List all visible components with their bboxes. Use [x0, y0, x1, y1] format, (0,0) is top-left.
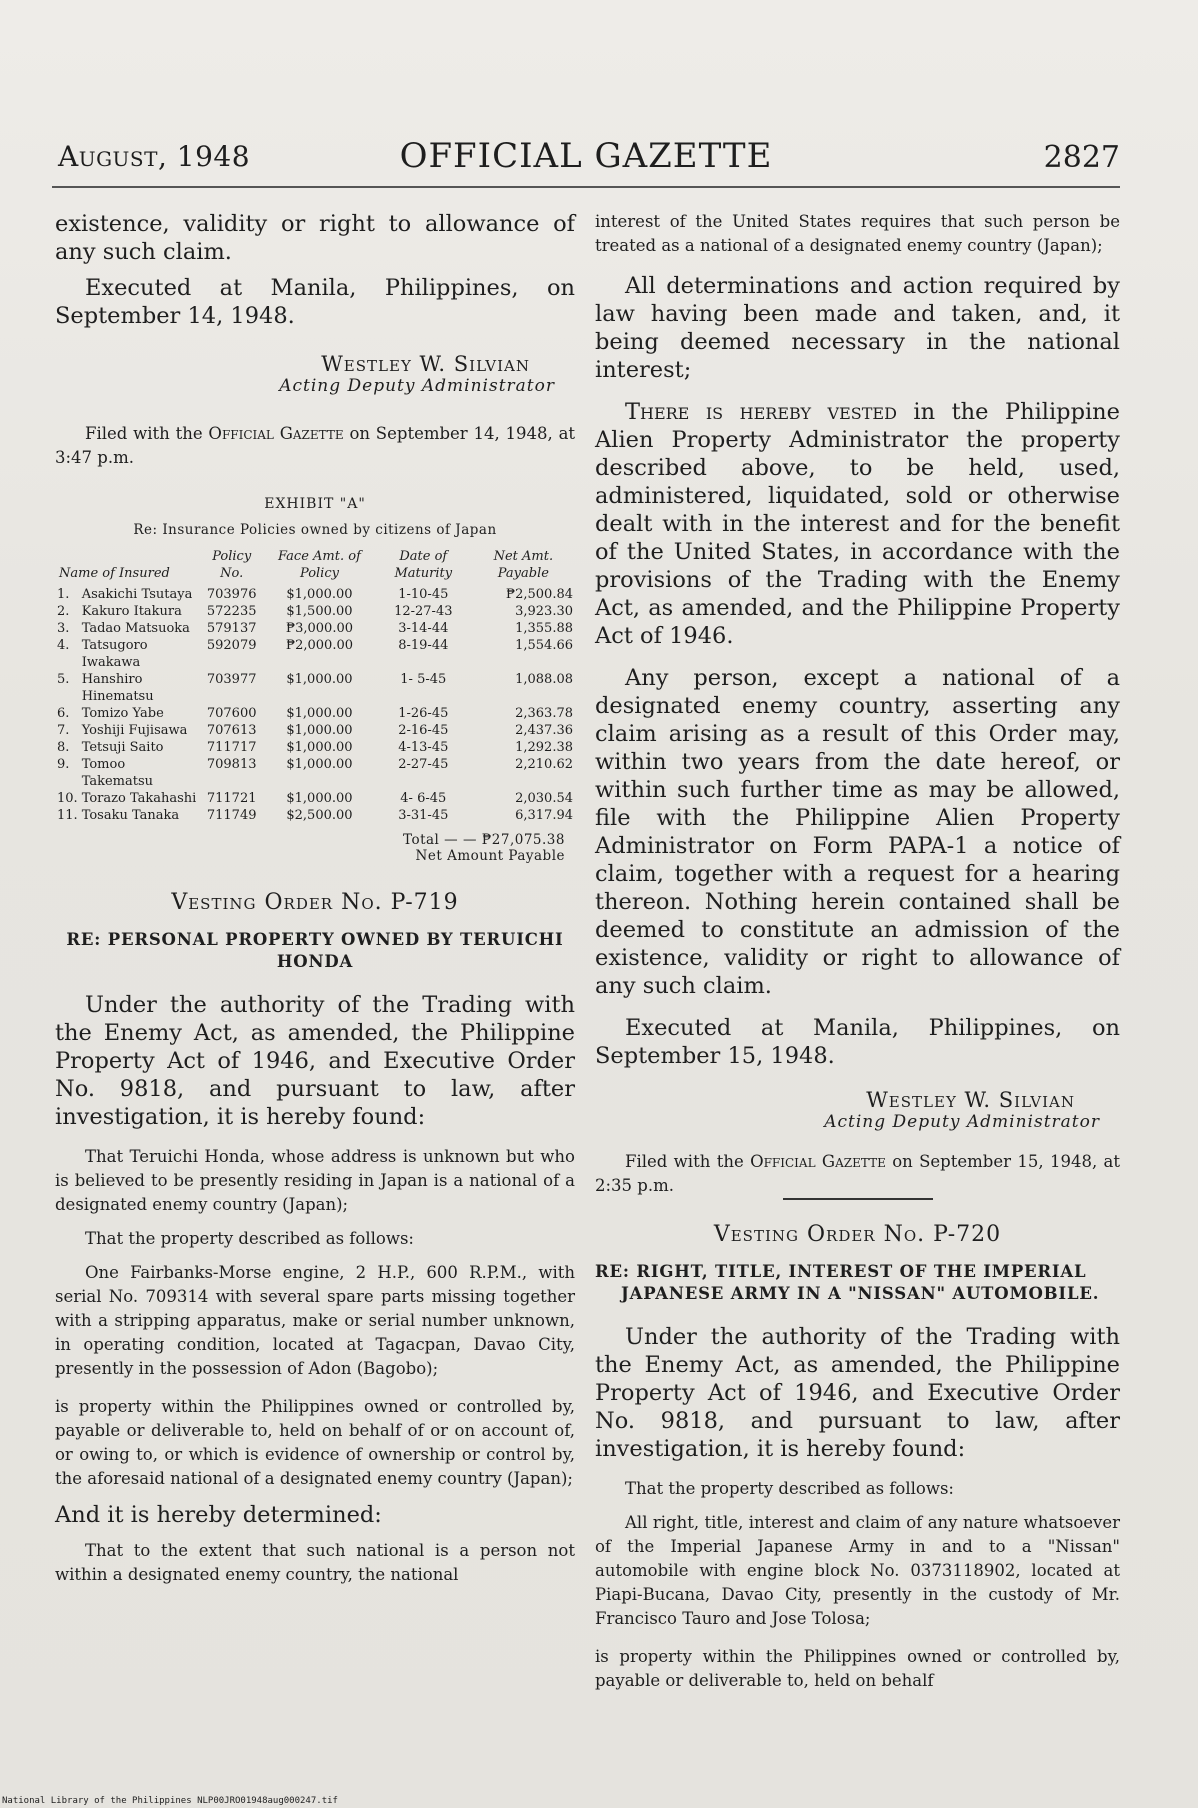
table-row	[55, 790, 575, 807]
table-row	[55, 722, 575, 739]
table-row	[55, 739, 575, 756]
vested-lead: There is hereby vested	[625, 399, 897, 425]
face-amount: $2,500.00	[286, 808, 353, 823]
left-paragraph-claim-end: existence, validity or right to allowance of any such claim.	[55, 211, 575, 265]
row-number: 4.	[57, 638, 70, 653]
maturity-date: 1-10-45	[398, 587, 449, 602]
net-amount: 2,030.54	[515, 791, 573, 806]
filed-prefix: Filed with the	[85, 424, 203, 443]
right-paragraph-nissan: All right, title, interest and claim of any nature whatsoever of the Imperial Japanese Army in and to a "Nissan" automobile with engine block No. 0373118902, located at Piapi-Bucana, Davao City, presently in the custody of Mr. Francisco Tauro and Jose Tolosa;	[595, 1513, 1120, 1628]
filed-suffix: on September 14, 1948, at 3:47 p.m.	[55, 424, 576, 467]
left-column	[55, 210, 575, 1587]
left-signature-block	[55, 352, 575, 396]
table-row	[55, 756, 575, 790]
filed-prefix: Filed with the	[625, 1152, 744, 1171]
table-row	[55, 620, 575, 637]
right-paragraph-interest: interest of the United States requires that such person be treated as a national of a designated enemy country (Japan);	[595, 212, 1120, 255]
face-amount: $1,000.00	[286, 672, 353, 687]
left-signature-title: Acting Deputy Administrator	[279, 376, 555, 396]
right-paragraph-property-described: That the property described as follows:	[625, 1479, 954, 1498]
insured-name: Kakuro Itakura	[81, 604, 182, 619]
right-paragraph-authority: Under the authority of the Trading with the Enemy Act, as amended, the Philippine Property Act of 1946, and Executive Order No. 9818, and pursuant to law, after investigation, it is hereby found:	[595, 1324, 1120, 1462]
left-paragraph-extent: That to the extent that such national is a person not within a designated enemy country, the national	[55, 1541, 575, 1584]
row-number: 3.	[57, 621, 70, 636]
net-amount: 3,923.30	[515, 604, 573, 619]
column-header-face-amount: Face Amt. of Policy	[278, 549, 361, 581]
policy-number: 711749	[206, 808, 257, 823]
right-paragraph-any-person: Any person, except a national of a designated enemy country, asserting any claim arising as a result of this Order may, within two years from the date hereof, or within such further time as may be allowed, file with the Philippine Alien Property Administrator on Form PAPA-1 a notice of claim, together with a request for a hearing thereon. Nothing herein contained shall be deemed to constitute an admission of the existence, validity or right to allowance of any such claim.	[595, 665, 1120, 999]
header-date: August, 1948	[58, 140, 251, 173]
left-paragraph-engine: One Fairbanks-Morse engine, 2 H.P., 600 R.P.M., with serial No. 709314 with several spare parts missing together with a stripping apparatus, make or serial number unknown, in operating condition, located at Tagacpan, Davao City, presently in the possession of Adon (Bagobo);	[55, 1263, 575, 1378]
face-amount: $1,000.00	[286, 740, 353, 755]
insured-name: Tetsuji Saito	[81, 740, 164, 755]
table-row	[55, 705, 575, 722]
table-row	[55, 807, 575, 824]
row-number: 2.	[57, 604, 70, 619]
left-paragraph-determined: And it is hereby determined:	[55, 1502, 382, 1528]
header-rule	[52, 186, 1120, 188]
table-header-row	[55, 548, 575, 586]
maturity-date: 3-31-45	[398, 808, 449, 823]
maturity-date: 12-27-43	[394, 604, 453, 619]
right-column	[595, 210, 1120, 1693]
table-row	[55, 603, 575, 620]
insured-name: Torazo Takahashi	[81, 791, 197, 806]
maturity-date: 3-14-44	[398, 621, 449, 636]
table-row	[55, 586, 575, 603]
filed-suffix: on September 15, 1948, at 2:35 p.m.	[595, 1152, 1121, 1195]
vested-rest: in the Philippine Alien Property Administrator the property described above, to be held, used, administered, liquidated, sold or otherwise dealt with in the interest and for the benefit of the United States, in accordance with the provisions of the Trading with the Enemy Act, as amended, and the Philippine Property Act of 1946.	[595, 399, 1120, 649]
running-head	[52, 136, 1120, 180]
right-paragraph-executed: Executed at Manila, Philippines, on September 15, 1948.	[595, 1015, 1120, 1069]
header-page-number: 2827	[1043, 140, 1120, 175]
face-amount: ₱3,000.00	[285, 621, 353, 636]
policy-number: 703976	[206, 587, 257, 602]
net-amount: 1,554.66	[515, 638, 573, 653]
right-signature-name: Westley W. Silvian	[866, 1088, 1075, 1112]
scan-footer: National Library of the Philippines NLP00JRO01948aug000247.tif	[2, 1796, 338, 1806]
insured-name: Tosaku Tanaka	[81, 808, 180, 823]
policy-number: 707600	[206, 706, 257, 721]
face-amount: ₱2,000.00	[285, 638, 353, 653]
insured-name: Tatsugoro Iwakawa	[81, 638, 148, 670]
table-row	[55, 637, 575, 671]
row-number: 11.	[57, 808, 78, 823]
maturity-date: 2-27-45	[398, 757, 449, 772]
row-number: 8.	[57, 740, 70, 755]
net-amount: 2,437.36	[515, 723, 573, 738]
insurance-policy-table	[55, 548, 575, 824]
filed-gazette-name: Official Gazette	[208, 424, 344, 443]
vesting-order-subject-720: RE: RIGHT, TITLE, INTEREST OF THE IMPERIAL JAPANESE ARMY IN A "NISSAN" AUTOMOBILE.	[595, 1262, 1100, 1303]
exhibit-subtitle: Re: Insurance Policies owned by citizens of Japan	[133, 522, 497, 538]
vesting-order-title-720: Vesting Order No. P-720	[713, 1222, 1002, 1247]
left-signature-name: Westley W. Silvian	[321, 352, 530, 376]
policy-number: 592079	[206, 638, 257, 653]
table-total: Total — — ₱27,075.38	[403, 832, 565, 848]
left-filed-note	[55, 422, 575, 470]
maturity-date: 2-16-45	[398, 723, 449, 738]
face-amount: $1,000.00	[286, 706, 353, 721]
face-amount: $1,000.00	[286, 587, 353, 602]
left-paragraph-property-described: That the property described as follows:	[85, 1229, 414, 1248]
right-paragraph-vested	[595, 398, 1120, 650]
row-number: 6.	[57, 706, 70, 721]
exhibit-title: EXHIBIT "A"	[264, 496, 366, 512]
table-row	[55, 671, 575, 705]
net-amount: 2,210.62	[515, 757, 573, 772]
face-amount: $1,500.00	[286, 604, 353, 619]
insured-name: Tomizo Yabe	[81, 706, 164, 721]
face-amount: $1,000.00	[286, 757, 353, 772]
right-signature-title: Acting Deputy Administrator	[824, 1112, 1100, 1132]
maturity-date: 4-13-45	[398, 740, 449, 755]
column-header-maturity: Date of Maturity	[394, 549, 453, 581]
maturity-date: 1-26-45	[398, 706, 449, 721]
left-paragraph-honda: That Teruichi Honda, whose address is unknown but who is believed to be presently residing in Japan is a national of a designated enemy country (Japan);	[55, 1147, 575, 1214]
net-amount: 1,088.08	[515, 672, 573, 687]
vesting-order-subject-719: RE: PERSONAL PROPERTY OWNED BY TERUICHI HONDA	[66, 930, 564, 971]
policy-number: 572235	[206, 604, 257, 619]
row-number: 7.	[57, 723, 70, 738]
column-header-name: Name of Insured	[59, 566, 170, 581]
column-header-net-amount: Net Amt. Payable	[493, 549, 554, 581]
row-number: 10.	[57, 791, 78, 806]
maturity-date: 8-19-44	[398, 638, 449, 653]
maturity-date: 4- 6-45	[400, 791, 447, 806]
insured-name: Tomoo Takematsu	[81, 757, 154, 789]
net-amount: 2,363.78	[515, 706, 573, 721]
net-amount: ₱2,500.84	[505, 587, 573, 602]
right-paragraph-determinations: All determinations and action required by law having been made and taken, and, it being deemed necessary in the national interest;	[595, 273, 1120, 383]
right-signature-block	[595, 1088, 1120, 1132]
left-paragraph-is-property: is property within the Philippines owned or controlled by, payable or deliverable to, held on behalf of or on account of, or owing to, or which is evidence of ownership or control by, the aforesaid national of a designated enemy country (Japan);	[55, 1397, 575, 1488]
policy-number: 579137	[206, 621, 257, 636]
policy-number: 707613	[206, 723, 257, 738]
table-total-label: Net Amount Payable	[415, 848, 565, 864]
face-amount: $1,000.00	[286, 791, 353, 806]
face-amount: $1,000.00	[286, 723, 353, 738]
filed-gazette-name: Official Gazette	[750, 1152, 886, 1171]
insured-name: Yoshiji Fujisawa	[81, 723, 188, 738]
vesting-order-title-719: Vesting Order No. P-719	[171, 890, 459, 915]
insured-name: Asakichi Tsutaya	[81, 587, 193, 602]
right-paragraph-is-property: is property within the Philippines owned or controlled by, payable or deliverable to, held on behalf	[595, 1647, 1120, 1690]
maturity-date: 1- 5-45	[400, 672, 447, 687]
net-amount: 6,317.94	[515, 808, 573, 823]
policy-number: 709813	[206, 757, 257, 772]
left-paragraph-authority: Under the authority of the Trading with the Enemy Act, as amended, the Philippine Property Act of 1946, and Executive Order No. 9818, and pursuant to law, after investigation, it is hereby found:	[55, 992, 575, 1130]
left-paragraph-executed: Executed at Manila, Philippines, on September 14, 1948.	[55, 275, 575, 329]
insured-name: Tadao Matsuoka	[81, 621, 190, 636]
insured-name: Hanshiro Hinematsu	[81, 672, 154, 704]
policy-number: 711717	[206, 740, 257, 755]
policy-number: 711721	[206, 791, 257, 806]
row-number: 1.	[57, 587, 70, 602]
net-amount: 1,292.38	[515, 740, 573, 755]
column-header-policy: Policy No.	[212, 549, 252, 581]
net-amount: 1,355.88	[515, 621, 573, 636]
row-number: 9.	[57, 757, 70, 772]
right-filed-note	[595, 1150, 1120, 1198]
policy-number: 703977	[206, 672, 257, 687]
section-divider	[783, 1198, 933, 1200]
header-publication-title: OFFICIAL GAZETTE	[399, 136, 773, 176]
row-number: 5.	[57, 672, 70, 687]
